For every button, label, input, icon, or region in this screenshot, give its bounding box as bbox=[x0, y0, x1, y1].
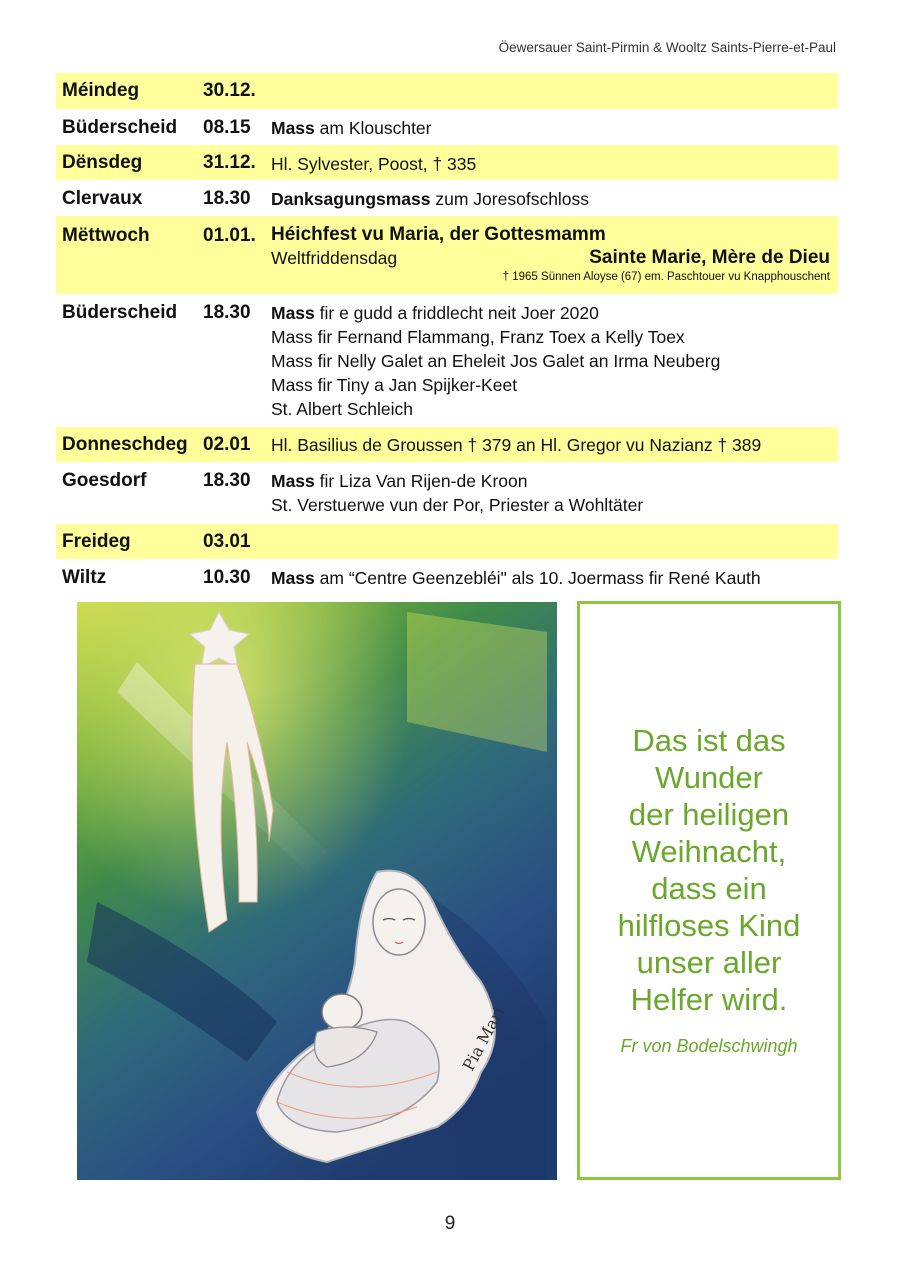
time-label: 18.30 bbox=[203, 470, 251, 491]
feast-subtitle-fr: Sainte Marie, Mère de Dieu bbox=[589, 247, 830, 268]
intention-line: Mass fir Fernand Flammang, Franz Toex a Kelly Toex bbox=[271, 327, 685, 347]
day-label: Méindeg bbox=[62, 80, 140, 101]
page-number: 9 bbox=[444, 1213, 456, 1234]
schedule-row-friday bbox=[56, 524, 838, 559]
time-label: 18.30 bbox=[203, 302, 251, 323]
date-label: 30.12. bbox=[203, 80, 256, 101]
location-label: Goesdorf bbox=[62, 470, 147, 491]
intention-line: St. Albert Schleich bbox=[271, 399, 414, 419]
page-header: Öewersauer Saint-Pirmin & Wooltz Saints-Pierre-et-Paul bbox=[498, 40, 836, 55]
mass-description: Danksagungsmass zum Joresofschloss bbox=[271, 189, 590, 209]
feast-description: Hl. Basilius de Groussen † 379 an Hl. Gregor vu Nazianz † 389 bbox=[271, 435, 762, 455]
date-label: 01.01. bbox=[203, 225, 256, 246]
mass-intentions bbox=[271, 469, 830, 517]
schedule-row-tuesday bbox=[56, 145, 838, 180]
time-label: 08.15 bbox=[203, 117, 251, 138]
date-label: 02.01 bbox=[203, 434, 251, 455]
day-label: Mëttwoch bbox=[62, 225, 150, 246]
date-label: 03.01 bbox=[203, 531, 251, 552]
mass-description: Mass am “Centre Geenzebléi" als 10. Joermass fir René Kauth bbox=[271, 568, 761, 588]
feast-subtitle: Weltfriddensdag bbox=[271, 248, 398, 268]
intention-line: Mass fir Liza Van Rijen-de Kroon bbox=[271, 471, 528, 491]
schedule-row-buderscheid-0815 bbox=[56, 109, 838, 145]
quote-line: Helfer wird. bbox=[630, 982, 788, 1017]
day-label: Freideg bbox=[62, 531, 131, 552]
day-label: Donneschdeg bbox=[62, 434, 188, 455]
madonna-and-child-image bbox=[77, 602, 557, 1180]
location-label: Wiltz bbox=[62, 567, 107, 588]
schedule-row-monday bbox=[56, 73, 838, 109]
quote-line: Weihnacht, bbox=[631, 834, 787, 869]
intention-line: St. Verstuerwe vun der Por, Priester a Wohltäter bbox=[271, 495, 644, 515]
day-label: Dënsdeg bbox=[62, 152, 143, 173]
quote-line: unser aller bbox=[636, 945, 782, 980]
painting-signature: Pia Mari bbox=[458, 1003, 509, 1074]
mass-intentions bbox=[271, 301, 830, 421]
quote-line: Wunder bbox=[655, 760, 763, 795]
quote-line: der heiligen bbox=[628, 797, 790, 832]
christmas-quote bbox=[580, 722, 838, 1018]
mass-description: Mass am Klouschter bbox=[271, 118, 432, 138]
anniversary-note: † 1965 Sünnen Aloyse (67) em. Paschtouer vu Knapphouschent bbox=[502, 271, 830, 283]
feast-block bbox=[271, 223, 830, 284]
time-label: 10.30 bbox=[203, 567, 251, 588]
quote-line: Das ist das bbox=[632, 723, 786, 758]
quote-frame bbox=[577, 601, 841, 1180]
schedule-row-wiltz bbox=[56, 559, 838, 595]
schedule-row-wednesday bbox=[56, 216, 838, 294]
feast-title: Héichfest vu Maria, der Gottesmamm bbox=[271, 224, 606, 245]
intention-line: Mass fir Nelly Galet an Eheleit Jos Galet an Irma Neuberg bbox=[271, 351, 721, 371]
intention-line: Mass fir Tiny a Jan Spijker-Keet bbox=[271, 375, 518, 395]
mass-schedule bbox=[56, 73, 838, 595]
quote-line: dass ein bbox=[651, 871, 767, 906]
feast-description: Hl. Sylvester, Poost, † 335 bbox=[271, 154, 477, 174]
date-label: 31.12. bbox=[203, 152, 256, 173]
intention-line: Mass fir e gudd a friddlecht neit Joer 2020 bbox=[271, 303, 599, 323]
quote-line: hilfloses Kind bbox=[617, 908, 801, 943]
time-label: 18.30 bbox=[203, 188, 251, 209]
schedule-row-thursday bbox=[56, 427, 838, 462]
location-label: Büderscheid bbox=[62, 117, 178, 138]
location-label: Büderscheid bbox=[62, 302, 178, 323]
quote-author: Fr von Bodelschwingh bbox=[620, 1036, 798, 1056]
schedule-row-goesdorf bbox=[56, 462, 838, 522]
nativity-painting bbox=[77, 602, 557, 1180]
schedule-row-buderscheid-1830 bbox=[56, 294, 838, 427]
schedule-row-clervaux bbox=[56, 180, 838, 216]
location-label: Clervaux bbox=[62, 188, 143, 209]
